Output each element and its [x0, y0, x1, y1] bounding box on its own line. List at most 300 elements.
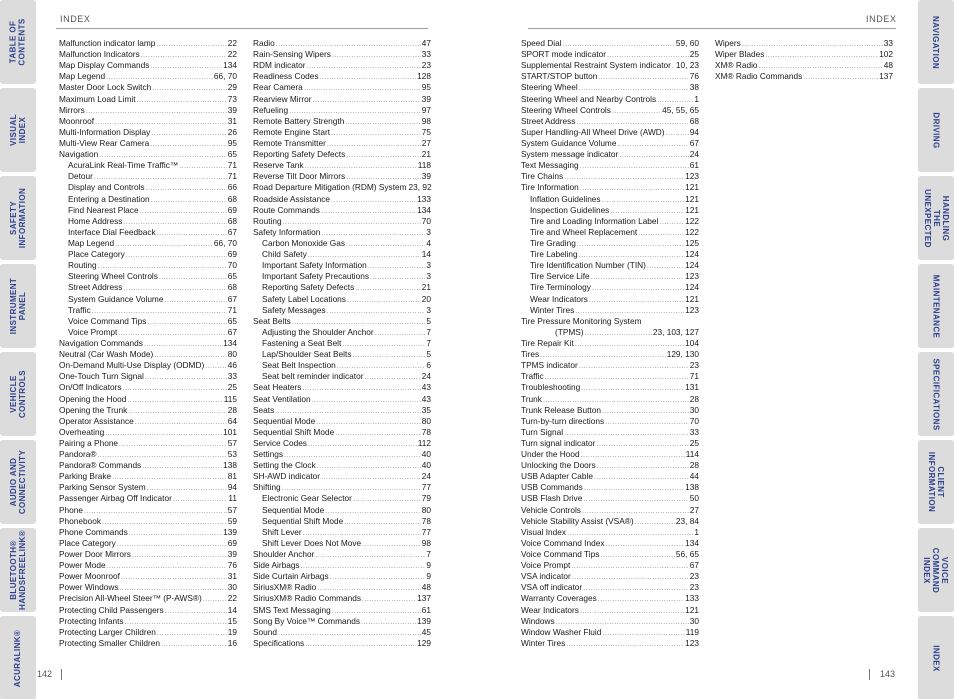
right-section-tab[interactable] — [918, 176, 954, 260]
index-page-ref: 1 — [694, 93, 699, 104]
index-entry[interactable] — [253, 82, 431, 93]
index-page-ref: 76 — [227, 560, 237, 571]
index-entry[interactable] — [253, 171, 431, 182]
index-entry[interactable] — [59, 305, 237, 316]
index-entry[interactable] — [253, 60, 431, 71]
index-page-ref: 115 — [223, 393, 237, 404]
index-page-ref: 57 — [227, 504, 237, 515]
index-entry[interactable] — [521, 127, 699, 138]
index-entry[interactable] — [59, 516, 237, 527]
index-entry[interactable] — [253, 493, 431, 504]
index-entry[interactable] — [59, 427, 237, 438]
index-entry[interactable] — [59, 360, 237, 371]
index-entry[interactable] — [521, 38, 699, 49]
index-term: Pairing a Phone — [59, 437, 119, 448]
leader-dots — [638, 228, 684, 239]
index-entry[interactable] — [521, 60, 699, 71]
leader-dots — [128, 406, 227, 417]
index-entry[interactable] — [521, 160, 699, 171]
index-entry[interactable] — [521, 427, 699, 438]
index-term: Neutral (Car Wash Mode) — [59, 349, 154, 360]
index-entry[interactable] — [521, 138, 699, 149]
index-page-ref: 79 — [421, 493, 431, 504]
index-entry[interactable] — [59, 149, 237, 160]
index-entry[interactable] — [253, 316, 431, 327]
index-page-ref: 39 — [227, 104, 237, 115]
index-entry[interactable] — [59, 182, 237, 193]
index-entry[interactable] — [521, 94, 699, 105]
leader-dots — [302, 383, 420, 394]
leader-dots — [119, 439, 227, 450]
index-entry[interactable] — [253, 405, 431, 416]
index-entry[interactable] — [253, 271, 431, 282]
index-entry[interactable] — [59, 538, 237, 549]
index-term: Reverse Tilt Door Mirrors — [253, 171, 346, 182]
right-section-tab[interactable] — [918, 528, 954, 612]
index-page-ref: 30 — [689, 615, 699, 626]
index-entry[interactable] — [715, 49, 893, 60]
index-page-ref: 67 — [227, 293, 237, 304]
index-term: Find Nearest Place — [68, 204, 139, 215]
index-term: Operator Assistance — [59, 415, 134, 426]
index-page-ref: 139 — [417, 615, 431, 626]
index-entry[interactable] — [521, 238, 699, 249]
index-entry[interactable] — [253, 360, 431, 371]
index-entry[interactable] — [521, 105, 699, 116]
index-entry[interactable] — [59, 449, 237, 460]
index-entry[interactable] — [521, 505, 699, 516]
right-section-tab[interactable] — [918, 264, 954, 348]
leader-dots — [602, 406, 689, 417]
index-entry[interactable] — [253, 571, 431, 582]
index-entry[interactable] — [59, 260, 237, 271]
index-entry[interactable] — [253, 616, 431, 627]
index-term: VSA indicator — [521, 571, 571, 582]
index-page-ref: 23 — [689, 582, 699, 593]
right-section-tab[interactable] — [918, 88, 954, 172]
index-entry[interactable] — [253, 627, 431, 638]
leader-dots — [581, 383, 684, 394]
left-section-tab[interactable] — [0, 440, 36, 524]
index-entry[interactable] — [59, 571, 237, 582]
index-entry[interactable] — [521, 205, 699, 216]
index-page-ref: 33 — [227, 371, 237, 382]
index-entry[interactable] — [521, 405, 699, 416]
index-term: SiriusXM® Radio — [253, 582, 317, 593]
index-entry[interactable] — [59, 171, 237, 182]
index-entry[interactable] — [521, 182, 699, 193]
index-entry[interactable] — [59, 505, 237, 516]
index-entry[interactable] — [59, 338, 237, 349]
index-entry[interactable] — [59, 38, 237, 49]
index-entry[interactable] — [521, 271, 699, 282]
index-entry[interactable] — [521, 638, 699, 649]
index-entry[interactable] — [253, 560, 431, 571]
leader-dots — [147, 317, 226, 328]
index-entry[interactable] — [59, 194, 237, 205]
leader-dots — [321, 472, 421, 483]
index-page-ref: 68 — [227, 215, 237, 226]
index-term: System Guidance Volume — [68, 293, 164, 304]
right-section-tab[interactable] — [918, 0, 954, 84]
left-section-tab[interactable] — [0, 176, 36, 260]
index-entry[interactable] — [253, 49, 431, 60]
index-entry[interactable] — [521, 82, 699, 93]
index-entry[interactable] — [59, 560, 237, 571]
index-term: Navigation — [59, 149, 99, 160]
index-term: Opening the Trunk — [59, 404, 128, 415]
index-page-ref: 123 — [685, 304, 699, 315]
index-term: Rain-Sensing Wipers — [253, 49, 331, 60]
index-entry[interactable] — [59, 327, 237, 338]
index-page-ref: 6 — [426, 360, 431, 371]
index-term: Seat belt reminder indicator — [262, 371, 364, 382]
index-entry[interactable] — [59, 138, 237, 149]
index-entry[interactable] — [253, 238, 431, 249]
index-term: Routing — [253, 215, 282, 226]
index-entry[interactable] — [59, 638, 237, 649]
index-entry[interactable] — [521, 49, 699, 60]
index-entry[interactable] — [253, 260, 431, 271]
left-section-tab[interactable] — [0, 616, 36, 699]
index-entry[interactable] — [253, 116, 431, 127]
index-entry[interactable] — [521, 482, 699, 493]
index-entry[interactable] — [253, 227, 431, 238]
index-term: Multi-View Rear Camera — [59, 137, 150, 148]
index-entry[interactable] — [253, 527, 431, 538]
index-entry[interactable] — [521, 249, 699, 260]
index-page-ref: 81 — [227, 471, 237, 482]
index-entry[interactable] — [521, 360, 699, 371]
leader-dots — [591, 272, 685, 283]
index-page-ref: 97 — [421, 104, 431, 115]
index-term: Tire Information — [521, 182, 579, 193]
leader-dots — [581, 450, 685, 461]
index-column-2 — [253, 38, 431, 649]
index-entry[interactable] — [521, 471, 699, 482]
index-entry[interactable] — [521, 549, 699, 560]
leader-dots — [617, 139, 688, 150]
index-entry[interactable] — [59, 116, 237, 127]
index-entry[interactable] — [253, 593, 431, 604]
index-entry[interactable] — [521, 560, 699, 571]
leader-dots — [141, 50, 227, 61]
index-entry[interactable] — [253, 505, 431, 516]
index-entry[interactable] — [253, 249, 431, 260]
index-entry[interactable] — [59, 94, 237, 105]
right-section-tabs — [918, 0, 954, 699]
index-entry[interactable] — [253, 482, 431, 493]
index-entry[interactable] — [59, 271, 237, 282]
index-entry[interactable] — [59, 549, 237, 560]
index-entry[interactable] — [253, 582, 431, 593]
index-entry[interactable] — [59, 438, 237, 449]
leader-dots — [107, 561, 227, 572]
section-tab-label: MAINTENANCE — [931, 274, 941, 338]
index-entry[interactable] — [715, 60, 893, 71]
index-entry[interactable] — [253, 282, 431, 293]
index-entry[interactable] — [59, 238, 237, 249]
leader-dots — [585, 328, 652, 339]
index-entry[interactable] — [253, 516, 431, 527]
index-entry[interactable] — [521, 116, 699, 127]
leader-dots — [344, 517, 421, 528]
index-entry[interactable] — [253, 327, 431, 338]
index-entry[interactable] — [59, 371, 237, 382]
section-tab-label: VEHICLE CONTROLS — [9, 369, 27, 419]
index-entry[interactable] — [253, 194, 431, 205]
index-entry[interactable] — [521, 305, 699, 316]
index-term: Tire Pressure Monitoring System — [521, 315, 642, 326]
index-entry[interactable] — [521, 149, 699, 160]
index-term: Text Messaging — [521, 160, 579, 171]
index-term: Window Washer Fluid — [521, 626, 602, 637]
leader-dots — [635, 517, 675, 528]
index-entry[interactable] — [59, 205, 237, 216]
index-entry[interactable] — [521, 327, 699, 338]
index-entry[interactable] — [253, 382, 431, 393]
index-entry[interactable] — [59, 616, 237, 627]
leader-dots — [203, 594, 227, 605]
left-section-tab[interactable] — [0, 352, 36, 436]
section-tab-label: NAVIGATION — [931, 15, 941, 69]
index-entry[interactable] — [59, 249, 237, 260]
index-entry[interactable] — [253, 94, 431, 105]
index-term: Safety Messages — [262, 304, 326, 315]
index-entry[interactable] — [521, 171, 699, 182]
left-section-tab[interactable] — [0, 528, 36, 612]
leader-dots — [602, 628, 684, 639]
index-entry[interactable] — [59, 160, 237, 171]
index-term: Opening the Hood — [59, 393, 127, 404]
index-entry[interactable] — [59, 416, 237, 427]
index-entry[interactable] — [521, 449, 699, 460]
index-entry[interactable] — [253, 149, 431, 160]
index-page-ref: 25 — [227, 382, 237, 393]
index-entry[interactable] — [521, 516, 699, 527]
index-entry[interactable] — [59, 282, 237, 293]
index-term: Navigation Commands — [59, 337, 143, 348]
index-entry[interactable] — [59, 227, 237, 238]
leader-dots — [619, 150, 688, 161]
leader-dots — [659, 217, 684, 228]
index-page-ref: 123 — [685, 171, 699, 182]
index-entry[interactable] — [521, 371, 699, 382]
index-term: Roadside Assistance — [253, 193, 331, 204]
index-term: Passenger Airbag Off Indicator — [59, 493, 172, 504]
index-page-ref: 23 — [689, 360, 699, 371]
index-entry[interactable] — [521, 316, 699, 327]
index-page-ref: 5 — [426, 315, 431, 326]
index-entry[interactable] — [59, 349, 237, 360]
index-entry[interactable] — [59, 582, 237, 593]
index-entry[interactable] — [521, 527, 699, 538]
index-entry[interactable] — [253, 305, 431, 316]
index-entry[interactable] — [59, 593, 237, 604]
index-entry[interactable] — [521, 493, 699, 504]
index-column-3 — [521, 38, 699, 649]
section-tab-label: SPECIFICATIONS — [931, 357, 941, 431]
index-entry[interactable] — [253, 427, 431, 438]
index-page-ref: 137 — [417, 593, 431, 604]
index-entry[interactable] — [59, 460, 237, 471]
index-term: Seat Heaters — [253, 382, 302, 393]
index-entry[interactable] — [521, 260, 699, 271]
index-page-ref: 129 — [417, 637, 431, 648]
index-page-ref: 33 — [421, 49, 431, 60]
index-entry[interactable] — [521, 227, 699, 238]
right-header-rule — [528, 28, 896, 29]
index-term: Seats — [253, 404, 275, 415]
index-entry[interactable] — [253, 371, 431, 382]
index-entry[interactable] — [253, 294, 431, 305]
index-entry[interactable] — [521, 394, 699, 405]
index-entry[interactable] — [253, 438, 431, 449]
index-entry[interactable] — [253, 471, 431, 482]
leader-dots — [127, 395, 222, 406]
index-entry[interactable] — [253, 216, 431, 227]
index-entry[interactable] — [59, 405, 237, 416]
index-entry[interactable] — [59, 471, 237, 482]
index-term: Maximum Load Limit — [59, 93, 136, 104]
index-entry[interactable] — [521, 538, 699, 549]
index-entry[interactable] — [521, 605, 699, 616]
index-entry[interactable] — [59, 71, 237, 82]
index-entry[interactable] — [253, 71, 431, 82]
index-entry[interactable] — [253, 160, 431, 171]
index-term: Seat Belts — [253, 315, 291, 326]
index-entry[interactable] — [253, 549, 431, 560]
index-entry[interactable] — [521, 416, 699, 427]
index-page-ref: 43 — [421, 393, 431, 404]
index-term: Power Door Mirrors — [59, 549, 131, 560]
index-entry[interactable] — [59, 605, 237, 616]
leader-dots — [331, 195, 416, 206]
leader-dots — [564, 172, 684, 183]
index-page-ref: 27 — [689, 504, 699, 515]
index-entry[interactable] — [253, 394, 431, 405]
index-entry[interactable] — [59, 527, 237, 538]
leader-dots — [605, 539, 684, 550]
section-tab-label: DRIVING — [931, 111, 941, 149]
index-page-ref: 35 — [421, 404, 431, 415]
index-entry[interactable] — [253, 138, 431, 149]
index-page-ref: 20 — [421, 293, 431, 304]
index-entry[interactable] — [253, 127, 431, 138]
index-entry[interactable] — [59, 493, 237, 504]
index-page-ref: 15 — [227, 615, 237, 626]
index-entry[interactable] — [521, 71, 699, 82]
index-entry[interactable] — [521, 382, 699, 393]
index-page-ref: 22 — [227, 593, 237, 604]
index-entry[interactable] — [59, 627, 237, 638]
left-section-tab[interactable] — [0, 0, 36, 84]
index-entry[interactable] — [253, 338, 431, 349]
index-page-ref: 131 — [685, 382, 699, 393]
index-entry[interactable] — [521, 349, 699, 360]
index-entry[interactable] — [253, 449, 431, 460]
index-entry[interactable] — [253, 538, 431, 549]
index-entry[interactable] — [59, 216, 237, 227]
index-entry[interactable] — [521, 438, 699, 449]
index-entry[interactable] — [59, 482, 237, 493]
index-term: Place Category — [68, 249, 125, 260]
index-entry[interactable] — [521, 582, 699, 593]
index-entry[interactable] — [59, 316, 237, 327]
index-term: Steering Wheel — [521, 82, 578, 93]
index-entry[interactable] — [253, 605, 431, 616]
index-entry[interactable] — [521, 460, 699, 471]
index-entry[interactable] — [253, 460, 431, 471]
index-entry[interactable] — [253, 349, 431, 360]
index-entry[interactable] — [253, 182, 431, 193]
index-entry[interactable] — [59, 294, 237, 305]
right-section-tab[interactable] — [918, 440, 954, 524]
index-entry[interactable] — [521, 194, 699, 205]
index-entry[interactable] — [253, 38, 431, 49]
left-section-tab[interactable] — [0, 264, 36, 348]
leader-dots — [313, 95, 421, 106]
index-entry[interactable] — [59, 382, 237, 393]
index-term: Shoulder Anchor — [253, 549, 315, 560]
left-section-tab[interactable] — [0, 88, 36, 172]
index-entry[interactable] — [59, 49, 237, 60]
index-entry[interactable] — [521, 571, 699, 582]
index-page-ref: 68 — [689, 115, 699, 126]
index-page-ref: 25 — [689, 437, 699, 448]
index-entry[interactable] — [59, 82, 237, 93]
right-section-tab[interactable] — [918, 616, 954, 699]
index-page-ref: 23 — [689, 571, 699, 582]
index-entry[interactable] — [253, 205, 431, 216]
right-section-tab[interactable] — [918, 352, 954, 436]
index-term: Seat Ventilation — [253, 393, 311, 404]
index-entry[interactable] — [715, 38, 893, 49]
index-page-ref: 53 — [227, 449, 237, 460]
index-entry[interactable] — [59, 394, 237, 405]
index-entry[interactable] — [253, 105, 431, 116]
leader-dots — [347, 295, 421, 306]
leader-dots — [580, 606, 684, 617]
leader-dots — [583, 583, 689, 594]
index-entry[interactable] — [521, 338, 699, 349]
index-entry[interactable] — [521, 216, 699, 227]
index-entry[interactable] — [521, 294, 699, 305]
leader-dots — [597, 461, 689, 472]
index-entry[interactable] — [253, 416, 431, 427]
index-page-ref: 24 — [421, 371, 431, 382]
leader-dots — [346, 150, 421, 161]
index-entry[interactable] — [59, 127, 237, 138]
index-page-ref: 134 — [417, 204, 431, 215]
index-entry[interactable] — [59, 105, 237, 116]
index-page-ref: 114 — [685, 449, 699, 460]
leader-dots — [307, 61, 421, 72]
index-entry[interactable] — [521, 627, 699, 638]
index-entry[interactable] — [521, 593, 699, 604]
index-entry[interactable] — [715, 71, 893, 82]
leader-dots — [612, 106, 661, 117]
index-page-ref: 112 — [417, 437, 431, 448]
index-term: Side Curtain Airbags — [253, 571, 329, 582]
index-entry[interactable] — [253, 638, 431, 649]
index-page-ref: 59 — [227, 515, 237, 526]
index-entry[interactable] — [521, 282, 699, 293]
index-term: Specifications — [253, 637, 305, 648]
leader-dots — [321, 206, 416, 217]
index-entry[interactable] — [59, 60, 237, 71]
index-entry[interactable] — [521, 616, 699, 627]
